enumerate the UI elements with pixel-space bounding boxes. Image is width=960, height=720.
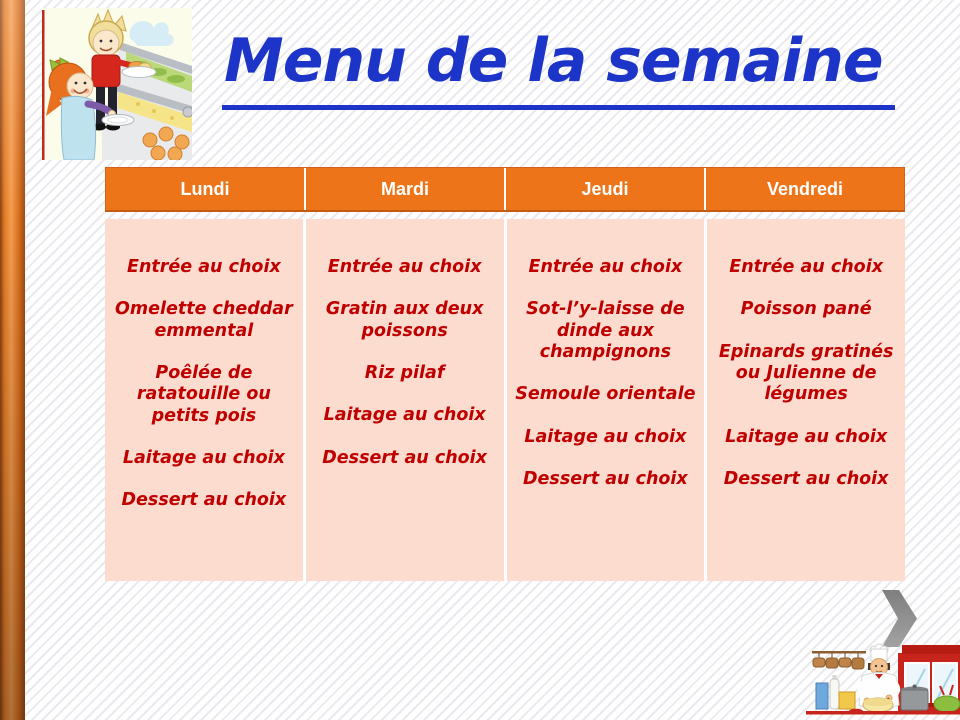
grocery-items xyxy=(816,675,855,709)
cafeteria-clipart xyxy=(42,8,192,160)
menu-item: Dessert au choix xyxy=(322,447,487,468)
menu-item: Semoule orientale xyxy=(515,384,696,405)
menu-table-body xyxy=(105,219,905,581)
menu-item: Poisson pané xyxy=(740,299,872,320)
chef-clipart xyxy=(806,643,960,720)
menu-item: Gratin aux deux poissons xyxy=(325,299,484,341)
menu-item: Dessert au choix xyxy=(723,469,889,490)
menu-item: Poêlée de ratatouille ou petits pois xyxy=(136,363,271,426)
menu-column-vendredi xyxy=(707,219,905,581)
menu-column-lundi xyxy=(105,219,306,581)
next-chevron-icon[interactable] xyxy=(879,590,917,647)
menu-item: Laitage au choix xyxy=(524,426,687,447)
menu-item: Entrée au choix xyxy=(327,257,482,277)
column-header-vendredi: Vendredi xyxy=(766,179,844,199)
column-header-mardi: Mardi xyxy=(306,168,506,210)
chef-figure xyxy=(859,644,899,712)
menu-item: Laitage au choix xyxy=(323,405,486,426)
menu-item: Omelette cheddar emmental xyxy=(115,299,293,341)
hanging-pans-rack xyxy=(812,651,866,669)
menu-item: Laitage au choix xyxy=(122,448,285,469)
chef-illustration xyxy=(806,643,960,720)
weekly-menu-table xyxy=(105,167,905,581)
page-title: Menu de la semaine xyxy=(222,26,895,110)
menu-item: Entrée au choix xyxy=(729,257,883,277)
menu-item: Entrée au choix xyxy=(127,257,281,277)
cafeteria-illustration xyxy=(42,8,192,160)
menu-table-header-row xyxy=(105,167,905,212)
column-header-jeudi: Jeudi xyxy=(506,168,706,210)
menu-item: Epinards gratinés ou Julienne de légumes xyxy=(718,341,894,405)
left-edge-accent-bar xyxy=(0,0,25,720)
menu-item: Sot-l’y-laisse de dinde aux champignons xyxy=(526,299,685,363)
menu-item: Dessert au choix xyxy=(121,490,287,511)
red-edge-line xyxy=(42,10,45,160)
menu-item: Laitage au choix xyxy=(725,426,888,447)
menu-item: Entrée au choix xyxy=(528,257,683,277)
menu-item: Dessert au choix xyxy=(523,469,688,490)
menu-column-mardi xyxy=(306,219,507,581)
column-header-lundi: Lundi xyxy=(106,168,306,210)
menu-item: Riz pilaf xyxy=(364,363,445,384)
menu-column-jeudi xyxy=(507,219,708,581)
